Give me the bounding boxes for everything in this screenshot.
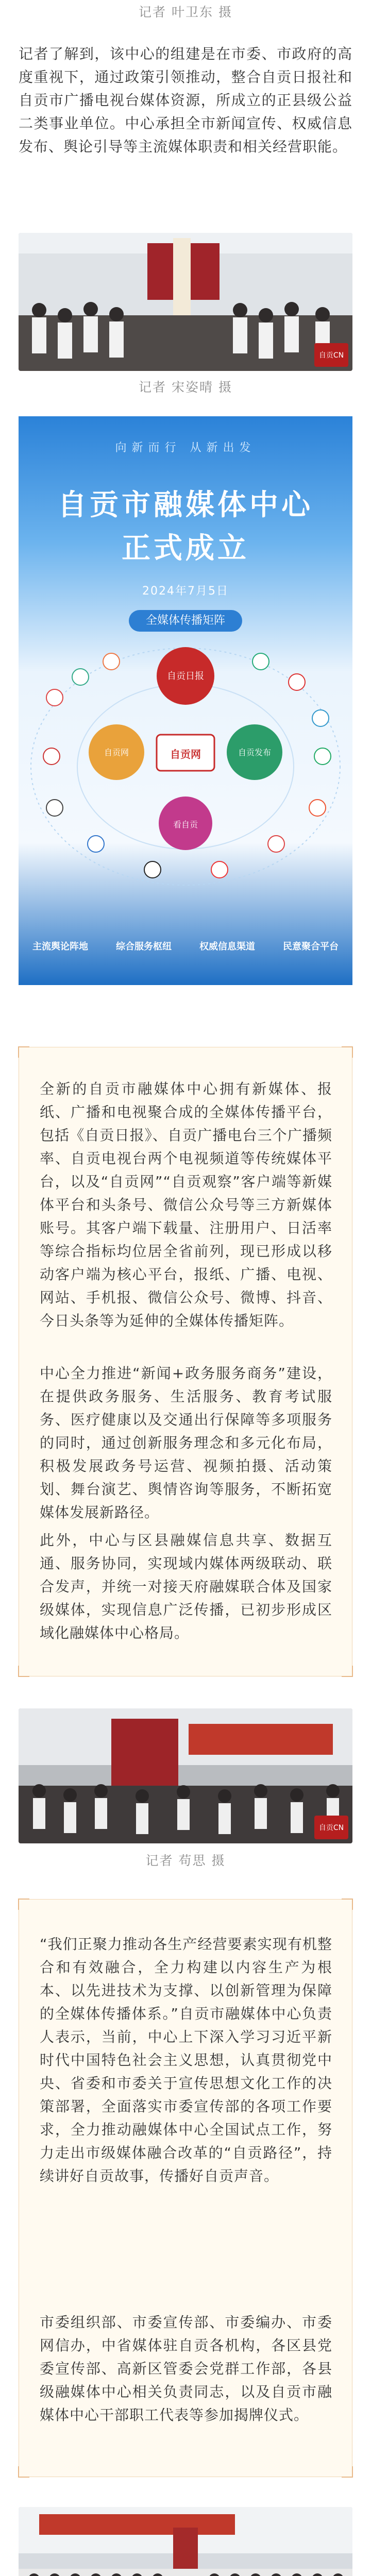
matrix-node-top: 自贡日报 (167, 671, 204, 682)
ceremony-photo (19, 233, 352, 371)
corner-ornament (18, 2466, 29, 2478)
ceremony-photo-image (19, 233, 352, 371)
content-card (19, 1047, 352, 1676)
poster-title: 自贡市融媒体中心 (58, 488, 313, 522)
card-paragraph: 全新的自贡市融媒体中心拥有新媒体、报纸、广播和电视聚合成的全媒体传播平台，包括《自贡日报》、自贡广播电台三个广播频率、自贡电视台两个电视频道等传统媒体平台，以及“自贡网”“自贡观察”客户端等新媒体平台和头条号、微信公众号等三方新媒体账号。其客户端下载量、注册用户、日活率等综合指标均位居全省前列，现已形成以移动客户端为核心平台，报纸、广播、电视、网站、手机报、微信公众号、微博、抖音、今日头条等为延伸的全媒体传播矩阵。 (40, 1080, 332, 1329)
corner-ornament (18, 1899, 29, 1910)
photo-caption: 记者 宋姿晴 摄 (139, 380, 232, 395)
media-watermark: 自贡CN (314, 343, 348, 367)
group-photo-image (19, 2507, 352, 2576)
card-paragraph: 中心全力推进“新闻+政务服务商务”建设，在提供政务服务、生活服务、教育考试服务、医疗健康以及交通出行保障等多项服务的同时，通过创新服务理念和多元化布局，积极发展政务号运营、视频拍摄、活动策划、舞台演艺、舆情咨询等服务，不断拓宽媒体发展新路径。 (40, 1365, 332, 1521)
poster-footer-item: 民意聚合平台 (283, 941, 339, 952)
matrix-node-bottom: 看自贡 (173, 820, 198, 829)
corner-ornament (342, 1666, 353, 1677)
photo-caption: 记者 苟思 摄 (145, 1853, 226, 1868)
content-card (19, 1899, 352, 2477)
corner-ornament (342, 1899, 353, 1910)
ceremony-photo-image (19, 1708, 352, 1843)
launch-poster (19, 416, 352, 985)
photo-caption: 记者 叶卫东 摄 (139, 5, 232, 20)
matrix-label: 全媒体传播矩阵 (129, 610, 242, 632)
matrix-node-right: 自贡发布 (238, 748, 271, 757)
poster-footer-item: 权威信息渠道 (199, 941, 255, 952)
corner-ornament (18, 1046, 29, 1058)
matrix-node-left: 自贡网 (104, 748, 129, 757)
matrix-node-center: 自贡网 (170, 748, 201, 760)
intro-paragraph: 记者了解到，该中心的组建是在市委、市政府的高度重视下，通过政策引领推动，整合自贡日报社和自贡市广播电视台媒体资源，所成立的正县级公益二类事业单位。中心承担全市新闻宣传、权威信息发布、舆论引导等主流媒体职责和相关经营职能。 (19, 45, 352, 155)
poster-footer-item: 综合服务枢纽 (116, 941, 172, 952)
poster-footer (19, 931, 352, 960)
poster-footer-item: 主流舆论阵地 (32, 941, 88, 952)
poster-title-sub: 正式成立 (122, 531, 249, 565)
media-watermark: 自贡CN (314, 1816, 348, 1839)
corner-ornament (18, 1666, 29, 1677)
poster-date: 2024年7月5日 (142, 585, 229, 598)
group-photo (19, 2507, 352, 2576)
corner-ornament (342, 1046, 353, 1058)
poster-slogan: 向新而行 从新出发 (115, 442, 256, 454)
card-paragraph: “我们正聚力推动各生产经营要素实现有机整合和有效融合，全力构建以内容生产为根本、以先进技术为支撑、以创新管理为保障的全媒体传播体系。”自贡市融媒体中心负责人表示，当前，中心上下深入学习习近平新时代中国特色社会主义思想，认真贯彻党中央、省委和市委关于宣传思想文化工作的决策部署，全面落实市委宣传部的各项工作要求，全力推动融媒体中心全国试点工作，努力走出市级媒体融合改革的“自贡路径”，持续讲好自贡故事，传播好自贡声音。 (40, 1936, 332, 2184)
matrix-diagram (19, 602, 352, 921)
ceremony-photo (19, 1708, 352, 1843)
card-paragraph: 此外，中心与区县融媒信息共享、数据互通、服务协同，实现域内媒体两级联动、联合发声，并统一对接天府融媒联合体及国家级媒体，实现信息广泛传播，已初步形成区域化融媒体中心格局。 (40, 1532, 332, 1641)
corner-ornament (342, 2466, 353, 2478)
card-paragraph: 市委组织部、市委宣传部、市委编办、市委网信办，中省媒体驻自贡各机构，各区县党委宣传部、高新区管委会党群工作部，各县级融媒体中心相关负责同志，以及自贡市融媒体中心干部职工代表等参加揭牌仪式。 (40, 2314, 332, 2424)
